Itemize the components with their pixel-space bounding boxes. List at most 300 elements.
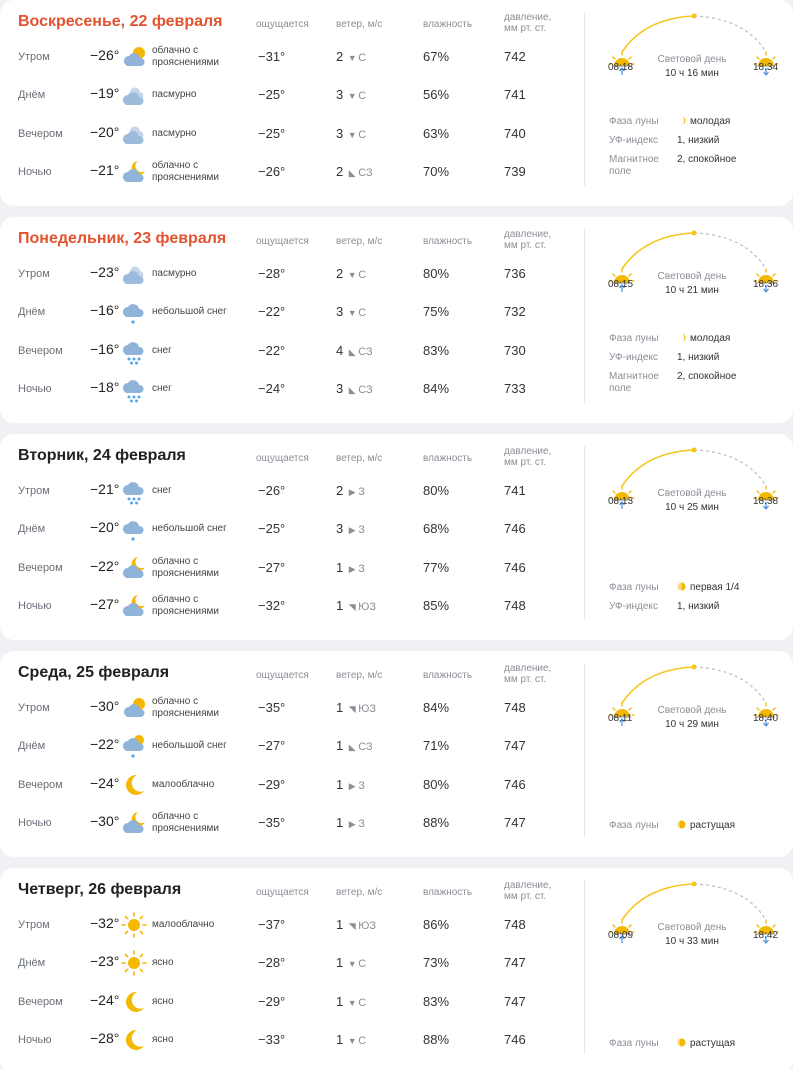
sunrise-time: 08:11 [608, 713, 633, 724]
moon-phase-icon [677, 582, 686, 591]
day-part-label: Утром [18, 919, 50, 931]
partly-cloudy-night-icon [120, 592, 148, 620]
wind-direction: З [358, 486, 365, 498]
condition-line1: малооблачно [152, 919, 215, 930]
condition [152, 996, 252, 1008]
uv-index-text: 1, низкий [677, 601, 720, 612]
feels-like: −26° [258, 483, 286, 498]
header-humidity: влажность [423, 19, 473, 30]
wind-direction: С [358, 997, 367, 1009]
forecast-row [0, 946, 585, 980]
day-part-label: Ночью [18, 166, 52, 178]
wind-arrow-icon: ◣ [348, 347, 356, 357]
header-pressure-line1: давление, [504, 663, 552, 674]
pressure: 748 [504, 700, 526, 715]
wind-arrow-icon: ◥ [348, 602, 356, 612]
wind-speed: 3 [336, 126, 344, 141]
feels-like: −35° [258, 815, 286, 830]
forecast-row [0, 985, 585, 1019]
wind-speed: 1 [336, 1032, 344, 1047]
forecast-row [0, 551, 585, 585]
feels-like: −32° [258, 598, 286, 613]
wind-info [336, 381, 373, 396]
wind-info [336, 521, 365, 536]
day-title: Среда, 25 февраля [18, 664, 170, 681]
wind-info [336, 777, 365, 792]
condition [152, 45, 252, 69]
wind-arrow-icon: ▼ [347, 1036, 357, 1046]
day-part-label: Днём [18, 306, 46, 318]
partly-cloudy-icon [120, 694, 148, 722]
temperature: −19° [90, 85, 120, 101]
wind-speed: 1 [336, 994, 344, 1009]
forecast-row [0, 1023, 585, 1057]
pressure: 733 [504, 381, 526, 396]
header-humidity: влажность [423, 453, 473, 464]
pressure: 748 [504, 917, 526, 932]
wind-info [336, 87, 366, 102]
wind-info [336, 483, 365, 498]
forecast-row [0, 512, 585, 546]
divider [584, 229, 585, 403]
feels-like: −35° [258, 700, 286, 715]
moon-phase-icon [677, 1038, 686, 1047]
wind-arrow-icon: ▶ [348, 564, 356, 574]
day-card [0, 0, 793, 206]
temperature: −28° [90, 1030, 120, 1046]
header-pressure-line1: давление, [504, 12, 552, 23]
wind-info [336, 955, 366, 970]
daylight-label: Световой день [657, 271, 727, 282]
condition-line2: прояснениями [152, 708, 220, 719]
humidity: 88% [423, 815, 450, 830]
feels-like: −37° [258, 917, 286, 932]
header-pressure-line2: мм рт. ст. [504, 891, 547, 902]
feels-like: −31° [258, 49, 286, 64]
day-card [0, 868, 793, 1069]
forecast-row [0, 40, 585, 74]
header-pressure-line2: мм рт. ст. [504, 674, 547, 685]
temperature: −18° [90, 379, 120, 395]
pressure: 742 [504, 49, 526, 64]
header-pressure [504, 229, 551, 251]
humidity: 83% [423, 994, 450, 1009]
condition-line1: малооблачно [152, 779, 215, 790]
header-humidity: влажность [423, 887, 473, 898]
day-part-label: Вечером [18, 779, 63, 791]
day-part-label: Вечером [18, 562, 63, 574]
condition [152, 160, 252, 184]
humidity: 84% [423, 700, 450, 715]
divider [584, 446, 585, 620]
day-title: Вторник, 24 февраля [18, 447, 186, 464]
magnetic-field-row [609, 371, 789, 397]
partly-cloudy-night-icon [120, 554, 148, 582]
sunset-time: 18:36 [753, 279, 779, 290]
day-card [0, 651, 793, 857]
condition-line2: прояснениями [152, 172, 220, 183]
header-feels: ощущается [256, 670, 309, 681]
header-humidity: влажность [423, 236, 473, 247]
wind-info [336, 126, 366, 141]
sun-icon [120, 949, 148, 977]
pressure: 746 [504, 777, 526, 792]
forecast-row [0, 474, 585, 508]
wind-speed: 1 [336, 700, 344, 715]
uv-index-row [609, 352, 789, 371]
header-wind: ветер, м/с [336, 887, 383, 898]
uv-index-value [677, 352, 719, 364]
wind-arrow-icon: ▶ [348, 781, 356, 791]
forecast-row [0, 295, 585, 329]
magnetic-field-row [609, 154, 789, 180]
day-part-label: Ночью [18, 383, 52, 395]
humidity: 71% [423, 738, 450, 753]
daylight-duration: 10 ч 16 мин [665, 68, 719, 79]
magnetic-field-label [609, 371, 671, 395]
divider [584, 12, 585, 186]
moon-phase-label: Фаза луны [609, 333, 659, 344]
uv-index-label: УФ-индекс [609, 601, 658, 612]
wind-arrow-icon: ▼ [347, 308, 357, 318]
wind-arrow-icon: ▼ [347, 53, 357, 63]
daylight-duration: 10 ч 29 мин [665, 719, 719, 730]
info-panel [609, 1038, 789, 1057]
header-pressure [504, 663, 551, 685]
humidity: 85% [423, 598, 450, 613]
day-part-label: Ночью [18, 817, 52, 829]
snow-icon [120, 337, 148, 365]
moon-phase-text: молодая [690, 116, 731, 127]
header-pressure-line1: давление, [504, 880, 552, 891]
light-snow-icon [120, 298, 148, 326]
temperature: −16° [90, 341, 120, 357]
humidity: 83% [423, 343, 450, 358]
forecast-row [0, 806, 585, 840]
sunrise-time: 08:15 [608, 279, 634, 290]
feels-like: −24° [258, 381, 286, 396]
uv-index-row [609, 135, 789, 154]
wind-arrow-icon: ◣ [348, 385, 356, 395]
moon-phase-text: первая 1/4 [690, 582, 740, 593]
moon-icon [120, 1026, 148, 1054]
day-part-label: Утром [18, 51, 50, 63]
pressure: 741 [504, 483, 526, 498]
forecast-row [0, 691, 585, 725]
pressure: 736 [504, 266, 526, 281]
magnetic-field-text: 2, спокойное [677, 371, 737, 382]
moon-phase-label: Фаза луны [609, 116, 659, 127]
day-part-label: Днём [18, 957, 46, 969]
sun-panel [600, 876, 785, 956]
magnetic-field-value [677, 371, 736, 383]
pressure: 739 [504, 164, 526, 179]
wind-speed: 3 [336, 521, 344, 536]
temperature: −32° [90, 915, 120, 931]
feels-like: −22° [258, 304, 286, 319]
condition-line1: ясно [152, 996, 174, 1007]
temperature: −24° [90, 775, 120, 791]
temperature: −21° [90, 481, 120, 497]
magnetic-label-line1: Магнитное [609, 154, 659, 165]
wind-arrow-icon: ◣ [348, 168, 356, 178]
wind-info [336, 343, 373, 358]
wind-direction: С [358, 269, 367, 281]
overcast-icon [120, 120, 148, 148]
magnetic-field-value [677, 154, 736, 166]
condition-line2: прояснениями [152, 823, 220, 834]
temperature: −20° [90, 519, 120, 535]
wind-speed: 1 [336, 777, 344, 792]
feels-like: −22° [258, 343, 286, 358]
moon-phase-row [609, 116, 789, 135]
overcast-icon [120, 260, 148, 288]
feels-like: −29° [258, 994, 286, 1009]
info-panel [609, 582, 789, 620]
wind-info [336, 700, 376, 715]
humidity: 77% [423, 560, 450, 575]
wind-speed: 1 [336, 560, 344, 575]
header-pressure-line2: мм рт. ст. [504, 23, 547, 34]
condition-line1: облачно с [152, 696, 199, 707]
forecast-row [0, 768, 585, 802]
pressure: 747 [504, 815, 526, 830]
condition-line1: снег [152, 383, 172, 394]
condition [152, 919, 252, 931]
temperature: −16° [90, 302, 120, 318]
info-panel [609, 116, 789, 180]
wind-info [336, 560, 365, 575]
divider [584, 880, 585, 1054]
condition [152, 306, 252, 318]
humidity: 86% [423, 917, 450, 932]
divider [584, 663, 585, 837]
forecast-row [0, 78, 585, 112]
wind-arrow-icon: ◣ [348, 742, 356, 752]
condition [152, 383, 252, 395]
moon-phase-value [677, 582, 739, 594]
wind-info [336, 266, 366, 281]
sunset-time: 18:42 [753, 930, 779, 941]
wind-info [336, 164, 373, 179]
magnetic-label-line2: поле [609, 383, 632, 394]
day-title: Воскресенье, 22 февраля [18, 13, 223, 30]
pressure: 746 [504, 521, 526, 536]
pressure: 747 [504, 994, 526, 1009]
condition [152, 779, 252, 791]
header-wind: ветер, м/с [336, 19, 383, 30]
sunrise-time: 08:13 [608, 496, 634, 507]
temperature: −30° [90, 813, 120, 829]
wind-speed: 3 [336, 87, 344, 102]
humidity: 56% [423, 87, 450, 102]
condition-line1: ясно [152, 1034, 174, 1045]
uv-index-value [677, 601, 719, 613]
uv-index-row [609, 601, 789, 620]
wind-info [336, 304, 366, 319]
temperature: −22° [90, 558, 120, 574]
wind-speed: 1 [336, 738, 344, 753]
temperature: −30° [90, 698, 120, 714]
sun-panel [600, 225, 785, 305]
header-feels: ощущается [256, 236, 309, 247]
moon-phase-label: Фаза луны [609, 1038, 659, 1049]
day-part-label: Ночью [18, 600, 52, 612]
magnetic-label-line2: поле [609, 166, 632, 177]
daylight-duration: 10 ч 25 мин [665, 502, 719, 513]
moon-phase-text: растущая [690, 820, 736, 831]
wind-direction: З [358, 563, 365, 575]
wind-speed: 3 [336, 381, 344, 396]
temperature: −27° [90, 596, 120, 612]
condition-line1: небольшой снег [152, 740, 227, 751]
day-part-label: Вечером [18, 996, 63, 1008]
header-pressure-line2: мм рт. ст. [504, 240, 547, 251]
temperature: −26° [90, 47, 120, 63]
condition-line2: прояснениями [152, 606, 220, 617]
header-humidity: влажность [423, 670, 473, 681]
pressure: 741 [504, 87, 526, 102]
wind-direction: З [358, 524, 365, 536]
daylight-label: Световой день [657, 922, 727, 933]
wind-speed: 1 [336, 815, 344, 830]
forecast-row [0, 117, 585, 151]
moon-phase-text: молодая [690, 333, 731, 344]
moon-icon [120, 988, 148, 1016]
pressure: 740 [504, 126, 526, 141]
uv-index-text: 1, низкий [677, 135, 720, 146]
day-part-label: Ночью [18, 1034, 52, 1046]
condition-line1: небольшой снег [152, 306, 227, 317]
condition-line1: облачно с [152, 594, 199, 605]
condition [152, 811, 252, 835]
partly-cloudy-night-icon [120, 158, 148, 186]
pressure: 732 [504, 304, 526, 319]
header-pressure [504, 446, 551, 468]
wind-arrow-icon: ▼ [347, 130, 357, 140]
condition-line1: пасмурно [152, 268, 197, 279]
condition-line1: небольшой снег [152, 523, 227, 534]
wind-info [336, 815, 365, 830]
wind-info [336, 49, 366, 64]
wind-speed: 3 [336, 304, 344, 319]
wind-speed: 4 [336, 343, 344, 358]
day-part-label: Утром [18, 702, 50, 714]
condition-line1: пасмурно [152, 128, 197, 139]
condition-line1: снег [152, 345, 172, 356]
condition [152, 594, 252, 618]
wind-speed: 1 [336, 598, 344, 613]
uv-index-label: УФ-индекс [609, 135, 658, 146]
condition-line1: снег [152, 485, 172, 496]
humidity: 63% [423, 126, 450, 141]
temperature: −20° [90, 124, 120, 140]
humidity: 84% [423, 381, 450, 396]
forecast-row [0, 257, 585, 291]
sun-icon [120, 911, 148, 939]
light-snow-icon [120, 515, 148, 543]
wind-arrow-icon: ▼ [347, 998, 357, 1008]
day-title: Четверг, 26 февраля [18, 881, 182, 898]
partly-cloudy-night-icon [120, 809, 148, 837]
moon-phase-label: Фаза луны [609, 820, 659, 831]
moon-phase-icon [677, 820, 686, 829]
day-part-label: Утром [18, 485, 50, 497]
condition-line1: облачно с [152, 45, 199, 56]
wind-direction: С [358, 958, 367, 970]
day-title: Понедельник, 23 февраля [18, 230, 227, 247]
sunset-time: 18:38 [753, 496, 779, 507]
day-part-label: Утром [18, 268, 50, 280]
feels-like: −26° [258, 164, 286, 179]
wind-arrow-icon: ▼ [347, 959, 357, 969]
wind-arrow-icon: ▶ [348, 525, 356, 535]
wind-direction: ЮЗ [358, 601, 376, 613]
moon-phase-value [677, 820, 735, 832]
moon-phase-text: растущая [690, 1038, 736, 1049]
daylight-duration: 10 ч 21 мин [665, 285, 719, 296]
feels-like: −27° [258, 560, 286, 575]
condition [152, 128, 252, 140]
forecast-row [0, 372, 585, 406]
header-wind: ветер, м/с [336, 236, 383, 247]
wind-direction: СЗ [358, 384, 373, 396]
wind-info [336, 598, 376, 613]
header-pressure-line1: давление, [504, 446, 552, 457]
sun-panel [600, 442, 785, 522]
feels-like: −33° [258, 1032, 286, 1047]
feels-like: −25° [258, 126, 286, 141]
uv-index-label: УФ-индекс [609, 352, 658, 363]
wind-direction: СЗ [358, 167, 373, 179]
magnetic-field-label [609, 154, 671, 178]
temperature: −24° [90, 992, 120, 1008]
feels-like: −27° [258, 738, 286, 753]
header-pressure [504, 12, 551, 34]
forecast-row [0, 155, 585, 189]
pressure: 746 [504, 560, 526, 575]
forecast-row [0, 729, 585, 763]
condition-line2: прояснениями [152, 568, 220, 579]
sunrise-time: 08:18 [608, 62, 634, 73]
wind-info [336, 917, 376, 932]
pressure: 748 [504, 598, 526, 613]
sun-panel [600, 659, 785, 739]
day-part-label: Днём [18, 740, 46, 752]
condition-line1: облачно с [152, 811, 199, 822]
daylight-label: Световой день [657, 705, 727, 716]
wind-arrow-icon: ▶ [348, 487, 356, 497]
condition-line1: облачно с [152, 160, 199, 171]
wind-info [336, 994, 366, 1009]
wind-speed: 2 [336, 164, 344, 179]
moon-phase-label: Фаза луны [609, 582, 659, 593]
wind-direction: С [358, 307, 367, 319]
wind-speed: 1 [336, 955, 344, 970]
sunset-time: 18:34 [753, 62, 779, 73]
wind-arrow-icon: ◥ [348, 704, 356, 714]
condition-line1: пасмурно [152, 89, 197, 100]
info-panel [609, 820, 789, 839]
day-card [0, 217, 793, 423]
moon-phase-icon [677, 333, 686, 342]
condition-line2: прояснениями [152, 57, 220, 68]
condition [152, 485, 252, 497]
wind-info [336, 1032, 366, 1047]
pressure: 747 [504, 738, 526, 753]
humidity: 80% [423, 266, 450, 281]
magnetic-field-text: 2, спокойное [677, 154, 737, 165]
